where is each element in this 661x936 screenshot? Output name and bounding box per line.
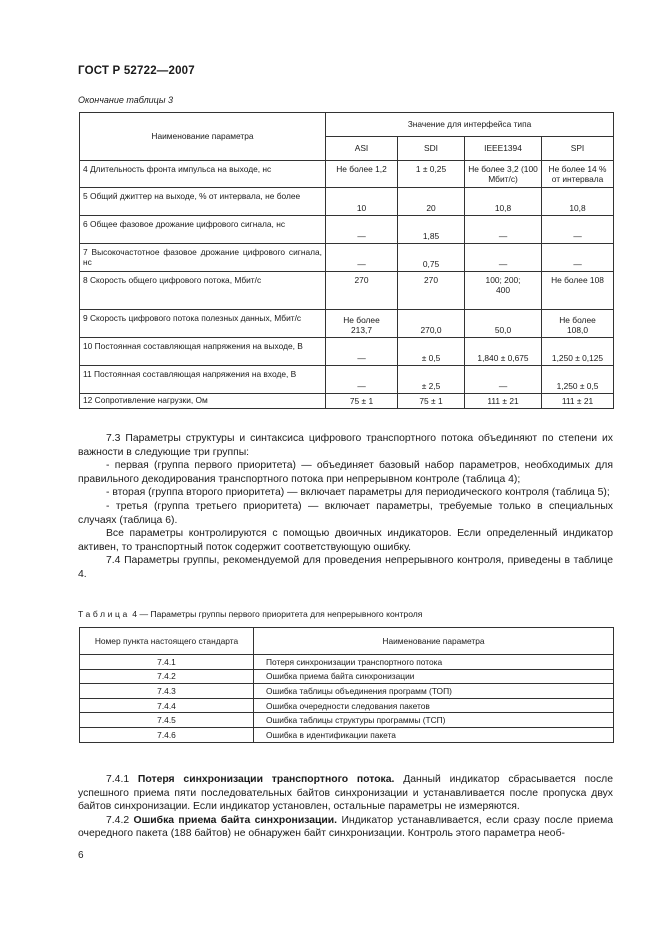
value-asi: 75 ± 1 [326, 394, 398, 409]
value-asi: 270 [326, 272, 398, 310]
table4-caption [78, 609, 422, 619]
section-title: Потеря синхронизации транспортного потока. [137, 774, 395, 785]
value-ieee1394: Не более 3,2 (100 Мбит/с) [465, 161, 542, 188]
table4-caption-word: Таблица [78, 609, 130, 619]
table-row [80, 684, 614, 699]
value-sdi: 270,0 [398, 310, 465, 338]
value-spi: 10,8 [542, 188, 614, 216]
table-row [80, 310, 614, 338]
value-ieee1394: 50,0 [465, 310, 542, 338]
value-ieee1394: — [465, 216, 542, 244]
value-ieee1394: 111 ± 21 [465, 394, 542, 409]
section-7-3 [78, 432, 613, 582]
table3-header-sdi: SDI [398, 137, 465, 161]
table-row [80, 713, 614, 728]
section-title: Ошибка приема байта синхронизации. [133, 814, 338, 826]
item-number: 7.4.4 [80, 698, 254, 713]
value-asi: — [326, 366, 398, 394]
list-item: - первая (группа первого приоритета) — объединяет базовый набор параметров, необходимых для правильного декодирования транспортного потока при непрерывном контроле (таблица 4); [78, 460, 613, 485]
paragraph: 7.3 Параметры структуры и синтаксиса цифрового транспортного потока объединяют по степени их важности в следующие три группы: [78, 433, 613, 458]
table-row [80, 366, 614, 394]
paragraph [78, 814, 613, 841]
table3-header-param: Наименование параметра [80, 113, 326, 161]
value-spi: 1,250 ± 0,5 [542, 366, 614, 394]
section-body: Индикатор устанавливается, если сразу после приема очередного пакета (188 байтов) не обнаружен байт синхронизации. Контроль этого параметра необ- [78, 814, 613, 840]
param-name: 12 Сопротивление нагрузки, Ом [80, 394, 326, 409]
value-ieee1394: 1,840 ± 0,675 [465, 338, 542, 366]
table-row [80, 188, 614, 216]
value-ieee1394: 100; 200; 400 [465, 272, 542, 310]
param-name: 8 Скорость общего цифрового потока, Мбит/с [80, 272, 326, 310]
table-row [80, 161, 614, 188]
item-number: 7.4.6 [80, 727, 254, 742]
item-name: Ошибка приема байта синхронизации [254, 669, 614, 684]
item-number: 7.4.3 [80, 684, 254, 699]
value-spi: Не более 108,0 [542, 310, 614, 338]
param-name: 11 Постоянная составляющая напряжения на входе, В [80, 366, 326, 394]
section-number: 7.4.1 [106, 774, 130, 785]
list-item: - вторая (группа второго приоритета) — включает параметры для периодического контроля (таблица 5); [106, 487, 610, 499]
value-asi: — [326, 338, 398, 366]
table4-header-name: Наименование параметра [254, 628, 614, 655]
paragraph: Все параметры контролируются с помощью двоичных индикаторов. Если определенный индикатор активен, то транспортный поток содержит соответствующую ошибку. [78, 528, 613, 553]
value-sdi: 20 [398, 188, 465, 216]
value-sdi: ± 0,5 [398, 338, 465, 366]
table3-header-ieee1394: IEEE1394 [465, 137, 542, 161]
value-ieee1394: — [465, 244, 542, 272]
value-spi: 111 ± 21 [542, 394, 614, 409]
table3-header-group: Значение для интерфейса типа [326, 113, 614, 137]
item-name: Ошибка таблицы объединения программ (ТОП) [254, 684, 614, 699]
value-asi: — [326, 244, 398, 272]
value-spi: Не более 14 % от интервала [542, 161, 614, 188]
param-name: 7 Высокочастотное фазовое дрожание цифрового сигнала, нс [80, 244, 326, 272]
value-asi: Не более 213,7 [326, 310, 398, 338]
table-row [80, 244, 614, 272]
value-sdi: 1 ± 0,25 [398, 161, 465, 188]
table-row [80, 655, 614, 670]
value-sdi: 75 ± 1 [398, 394, 465, 409]
item-name: Ошибка очередности следования пакетов [254, 698, 614, 713]
table-3 [79, 112, 614, 409]
value-sdi: 270 [398, 272, 465, 310]
value-asi: — [326, 216, 398, 244]
table4-caption-text: 4 — Параметры группы первого приоритета для непрерывного контроля [132, 609, 423, 619]
table-row [80, 216, 614, 244]
item-number: 7.4.1 [80, 655, 254, 670]
value-spi: Не более 108 [542, 272, 614, 310]
section-7-4-1 [78, 773, 613, 841]
value-asi: Не более 1,2 [326, 161, 398, 188]
table4-header-num: Номер пункта настоящего стандарта [80, 628, 254, 655]
section-body: Данный индикатор сбрасывается после успешного приема пяти последовательных байтов синхронизации и устанавливается после пропуска двух байтов синхронизации. Если индикатор установлен, остальные параметры не измеряются. [78, 774, 613, 813]
table3-caption: Окончание таблицы 3 [78, 95, 173, 105]
paragraph: 7.4 Параметры группы, рекомендуемой для проведения непрерывного контроля, приведены в таблице 4. [78, 555, 613, 580]
item-number: 7.4.2 [80, 669, 254, 684]
page-number: 6 [78, 850, 84, 861]
table3-header-spi: SPI [542, 137, 614, 161]
item-name: Потеря синхронизации транспортного потока [254, 655, 614, 670]
value-sdi: 1,85 [398, 216, 465, 244]
param-name: 6 Общее фазовое дрожание цифрового сигнала, нс [80, 216, 326, 244]
item-name: Ошибка таблицы структуры программы (ТСП) [254, 713, 614, 728]
value-sdi: 0,75 [398, 244, 465, 272]
value-ieee1394: 10,8 [465, 188, 542, 216]
table3-header-asi: ASI [326, 137, 398, 161]
document-header: ГОСТ Р 52722—2007 [78, 65, 195, 77]
item-name: Ошибка в идентификации пакета [254, 727, 614, 742]
param-name: 5 Общий джиттер на выходе, % от интервала, не более [80, 188, 326, 216]
param-name: 10 Постоянная составляющая напряжения на выходе, В [80, 338, 326, 366]
table-row [80, 338, 614, 366]
param-name: 9 Скорость цифрового потока полезных данных, Мбит/с [80, 310, 326, 338]
table-row [80, 394, 614, 409]
table-row [80, 698, 614, 713]
value-spi: — [542, 244, 614, 272]
list-item: - третья (группа третьего приоритета) — включает параметры, требуемые только в специальных случаях (таблица 6). [78, 500, 613, 526]
section-number: 7.4.2 [106, 814, 130, 826]
value-asi: 10 [326, 188, 398, 216]
paragraph [78, 773, 613, 814]
param-name: 4 Длительность фронта импульса на выходе, нс [80, 161, 326, 188]
table-row [80, 272, 614, 310]
value-spi: 1,250 ± 0,125 [542, 338, 614, 366]
table-4 [79, 627, 614, 743]
value-ieee1394: — [465, 366, 542, 394]
item-number: 7.4.5 [80, 713, 254, 728]
table-row [80, 669, 614, 684]
value-sdi: ± 2,5 [398, 366, 465, 394]
table-row [80, 727, 614, 742]
value-spi: — [542, 216, 614, 244]
